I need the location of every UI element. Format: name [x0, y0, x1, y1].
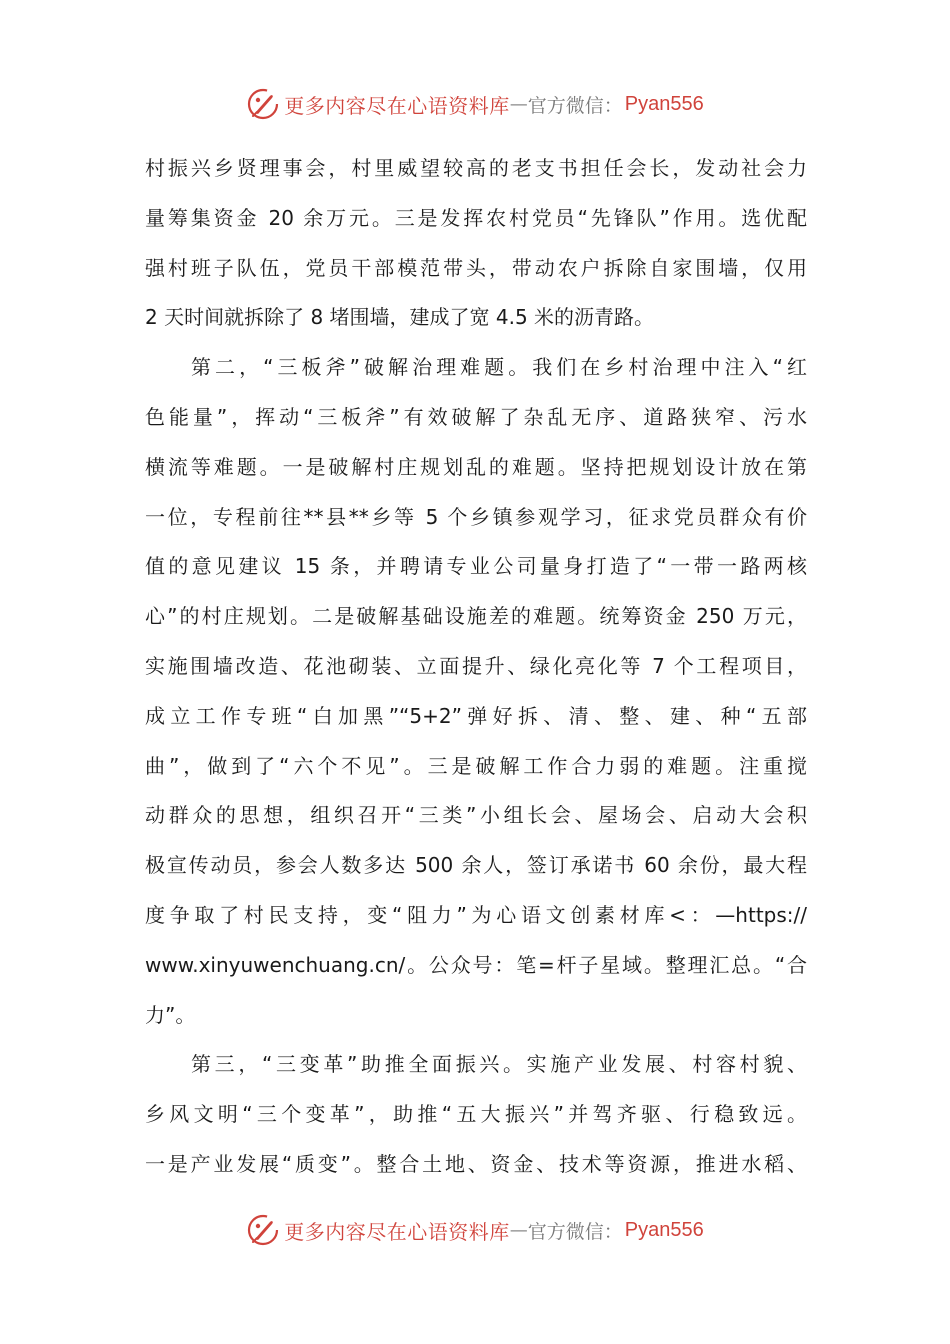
text-line: 成立工作专班“白加黑”“5+2”弹好拆、清、整、建、种“五部: [145, 703, 807, 728]
banner-label: 官方微信：: [527, 94, 623, 117]
text-line: 横流等难题。一是破解村庄规划乱的难题。坚持把规划设计放在第: [145, 454, 807, 479]
text-line: 动群众的思想，组织召开“三类”小组长会、屋场会、启动大会积: [145, 803, 807, 828]
document-body: [145, 144, 807, 1190]
banner-dash: —: [509, 1219, 528, 1241]
text-line: 值的意见建议 15 条，并聘请专业公司量身打造了“一带一路两核: [145, 554, 807, 579]
text-line: 一是产业发展“质变”。整合土地、资金、技术等资源，推进水稻、: [145, 1151, 807, 1176]
paragraph-start-line: 第二，“三板斧”破解治理难题。我们在乡村治理中注入“红: [191, 355, 807, 380]
banner-label: 官方微信：: [527, 1220, 623, 1243]
text-line: 实施围墙改造、花池砌装、立面提升、绿化亮化等 7 个工程项目，: [145, 653, 807, 678]
text-line: 心”的村庄规划。二是破解基础设施差的难题。统筹资金 250 万元，: [145, 604, 807, 629]
text-line: 强村班子队伍，党员干部模范带头，带动农户拆除自家围墙，仅用: [145, 255, 807, 280]
footer-watermark-banner: [0, 1210, 950, 1250]
banner-wechat-id: Pyan556: [624, 92, 704, 115]
text-line: www.xinyuwenchuang.cn/。公众号：笔=杆子星域。整理汇总。“合: [145, 952, 807, 977]
quill-logo-icon: [246, 87, 280, 121]
text-line: 力”。: [145, 1002, 196, 1027]
text-line: 曲”，做到了“六个不见”。三是破解工作合力弱的难题。注重搅: [145, 753, 807, 778]
text-line: 极宣传动员，参会人数多达 500 余人，签订承诺书 60 余份，最大程: [145, 853, 807, 878]
header-watermark-banner: [0, 84, 950, 124]
text-line: 村振兴乡贤理事会，村里威望较高的老支书担任会长，发动社会力: [145, 156, 807, 180]
text-line: 色能量”，挥动“三板斧”有效破解了杂乱无序、道路狭窄、污水: [145, 404, 807, 429]
text-line: 2 天时间就拆除了 8 堵围墙，建成了宽 4.5 米的沥青路。: [145, 305, 655, 330]
text-line: 量筹集资金 20 余万元。三是发挥农村党员“先锋队”作用。选优配: [145, 205, 807, 230]
banner-wechat-id: Pyan556: [624, 1218, 704, 1241]
banner-title: 更多内容尽在心语资料库: [284, 1219, 510, 1244]
paragraph-start-line: 第三，“三变革”助推全面振兴。实施产业发展、村容村貌、: [191, 1052, 807, 1077]
quill-logo-icon: [246, 1213, 280, 1247]
text-line: 一位，专程前往**县**乡等 5 个乡镇参观学习，征求党员群众有价: [145, 504, 807, 529]
text-line: 度争取了村民支持，变“阻力”为心语文创素材库<：—https://: [145, 902, 807, 927]
text-line: 乡风文明“三个变革”，助推“五大振兴”并驾齐驱、行稳致远。: [145, 1102, 807, 1127]
banner-dash: —: [509, 93, 528, 115]
banner-title: 更多内容尽在心语资料库: [284, 93, 510, 118]
